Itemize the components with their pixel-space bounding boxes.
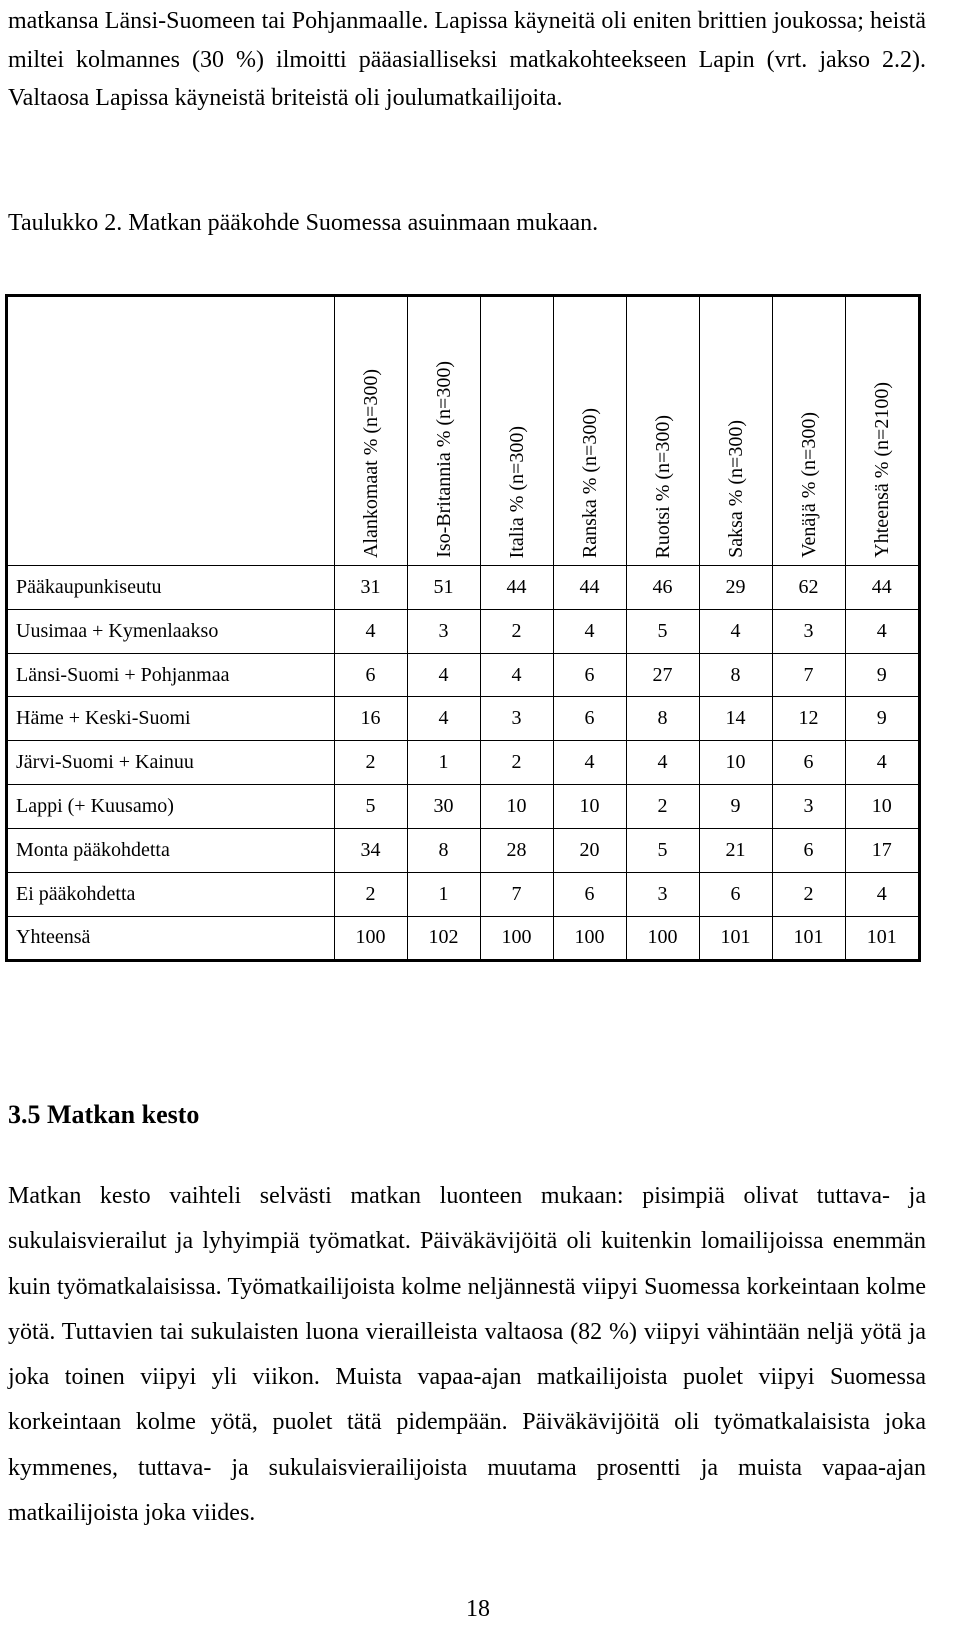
table-row	[8, 697, 918, 741]
table-row	[8, 566, 918, 610]
table-cell: 4	[553, 741, 626, 785]
table-cell: 1	[407, 741, 480, 785]
table-cell: 34	[334, 828, 407, 872]
column-header-label: Iso-Britannia % (n=300)	[432, 361, 455, 558]
table-row	[8, 916, 918, 959]
table-cell: 44	[480, 566, 553, 610]
column-header	[845, 297, 918, 566]
row-label: Länsi-Suomi + Pohjanmaa	[8, 653, 334, 697]
column-header	[699, 297, 772, 566]
table-cell: 102	[407, 916, 480, 959]
table-cell: 4	[699, 609, 772, 653]
table-cell: 100	[334, 916, 407, 959]
column-header-label: Ruotsi % (n=300)	[651, 414, 674, 558]
table-cell: 30	[407, 785, 480, 829]
table-cell: 44	[553, 566, 626, 610]
table-cell: 3	[626, 872, 699, 916]
table-cell: 4	[334, 609, 407, 653]
table-cell: 100	[480, 916, 553, 959]
column-header-label: Saksa % (n=300)	[724, 420, 747, 558]
row-label: Uusimaa + Kymenlaakso	[8, 609, 334, 653]
table-cell: 10	[480, 785, 553, 829]
table-cell: 100	[553, 916, 626, 959]
table-cell: 2	[480, 609, 553, 653]
table-cell: 2	[334, 741, 407, 785]
table-cell: 46	[626, 566, 699, 610]
column-header	[334, 297, 407, 566]
table-cell: 8	[699, 653, 772, 697]
table-cell: 9	[699, 785, 772, 829]
table-cell: 2	[626, 785, 699, 829]
table-row	[8, 653, 918, 697]
column-header	[480, 297, 553, 566]
table-cell: 20	[553, 828, 626, 872]
column-header-label: Alankomaat % (n=300)	[359, 368, 382, 558]
table-cell: 9	[845, 653, 918, 697]
row-label: Ei pääkohdetta	[8, 872, 334, 916]
table-cell: 1	[407, 872, 480, 916]
header-corner-cell	[8, 297, 334, 566]
table-row	[8, 872, 918, 916]
table-cell: 9	[845, 697, 918, 741]
table-row	[8, 741, 918, 785]
table-cell: 101	[699, 916, 772, 959]
table-cell: 8	[626, 697, 699, 741]
section-heading: 3.5 Matkan kesto	[8, 1100, 200, 1129]
table-cell: 3	[772, 609, 845, 653]
table-cell: 6	[553, 653, 626, 697]
column-header	[553, 297, 626, 566]
table-cell: 28	[480, 828, 553, 872]
table-header-row	[8, 297, 918, 566]
table-row	[8, 785, 918, 829]
table-cell: 100	[626, 916, 699, 959]
row-label: Lappi (+ Kuusamo)	[8, 785, 334, 829]
intro-paragraph: matkansa Länsi-Suomeen tai Pohjanmaalle. Lapissa käyneitä oli eniten brittien joukossa; heistä miltei kolmannes (30 %) ilmoitti pääasialliseksi matkakohteekseen Lapin (vrt. jakso 2.2). Valtaosa Lapissa käyneistä briteistä oli joulumatkailijoita.	[8, 8, 926, 111]
table-cell: 12	[772, 697, 845, 741]
row-label: Pääkaupunkiseutu	[8, 566, 334, 610]
row-label: Monta pääkohdetta	[8, 828, 334, 872]
row-label: Yhteensä	[8, 916, 334, 959]
table-cell: 8	[407, 828, 480, 872]
table-cell: 7	[480, 872, 553, 916]
table-cell: 51	[407, 566, 480, 610]
table-cell: 44	[845, 566, 918, 610]
table-cell: 101	[772, 916, 845, 959]
table-cell: 2	[480, 741, 553, 785]
table-cell: 7	[772, 653, 845, 697]
table-cell: 21	[699, 828, 772, 872]
destination-table	[5, 294, 921, 962]
row-label: Häme + Keski-Suomi	[8, 697, 334, 741]
table-cell: 4	[407, 697, 480, 741]
column-header-label: Yhteensä % (n=2100)	[870, 382, 893, 558]
table-cell: 4	[845, 741, 918, 785]
table-cell: 17	[845, 828, 918, 872]
table-cell: 10	[845, 785, 918, 829]
table-cell: 3	[407, 609, 480, 653]
table-cell: 4	[845, 872, 918, 916]
table-cell: 31	[334, 566, 407, 610]
table-cell: 2	[334, 872, 407, 916]
table-cell: 101	[845, 916, 918, 959]
table-cell: 6	[553, 697, 626, 741]
table-cell: 14	[699, 697, 772, 741]
row-label: Järvi-Suomi + Kainuu	[8, 741, 334, 785]
table-cell: 10	[699, 741, 772, 785]
column-header	[772, 297, 845, 566]
table-cell: 16	[334, 697, 407, 741]
table-cell: 4	[407, 653, 480, 697]
table-cell: 6	[772, 828, 845, 872]
table-cell: 4	[845, 609, 918, 653]
page-number: 18	[466, 1596, 490, 1622]
table-cell: 5	[626, 828, 699, 872]
column-header-label: Venäjä % (n=300)	[797, 412, 820, 558]
table-cell: 4	[553, 609, 626, 653]
table-cell: 4	[480, 653, 553, 697]
table-cell: 3	[772, 785, 845, 829]
table-row	[8, 609, 918, 653]
column-header	[407, 297, 480, 566]
table-cell: 4	[626, 741, 699, 785]
table-cell: 3	[480, 697, 553, 741]
table-cell: 6	[334, 653, 407, 697]
column-header-label: Ranska % (n=300)	[578, 407, 601, 558]
table-caption: Taulukko 2. Matkan pääkohde Suomessa asuinmaan mukaan.	[8, 210, 599, 236]
column-header-label: Italia % (n=300)	[505, 425, 528, 558]
table-cell: 29	[699, 566, 772, 610]
table-cell: 62	[772, 566, 845, 610]
table-row	[8, 828, 918, 872]
table-cell: 6	[772, 741, 845, 785]
table-cell: 5	[334, 785, 407, 829]
column-header	[626, 297, 699, 566]
table-cell: 2	[772, 872, 845, 916]
table-cell: 5	[626, 609, 699, 653]
table-cell: 6	[553, 872, 626, 916]
table-cell: 6	[699, 872, 772, 916]
table-cell: 27	[626, 653, 699, 697]
table-cell: 10	[553, 785, 626, 829]
section-paragraph: Matkan kesto vaihteli selvästi matkan luonteen mukaan: pisimpiä olivat tuttava- ja sukulaisvierailut ja lyhyimpiä työmatkat. Päiväkävijöitä oli kuitenkin lomailijoissa enemmän kuin työmatkalaisissa. Työmatkailijoista kolme neljännestä viipyi Suomessa korkeintaan kolme yötä. Tuttavien tai sukulaisten luona vierailleista valtaosa (82 %) viipyi vähintään neljä yötä ja joka toinen viipyi yli viikon. Muista vapaa-ajan matkailijoista puolet viipyi Suomessa korkeintaan kolme yötä, puolet tätä pidempään. Päiväkävijöitä oli työmatkalaisista joka kymmenes, tuttava- ja sukulaisvierailijoista muutama prosentti ja muista vapaa-ajan matkailijoista joka viides.	[8, 1183, 926, 1527]
